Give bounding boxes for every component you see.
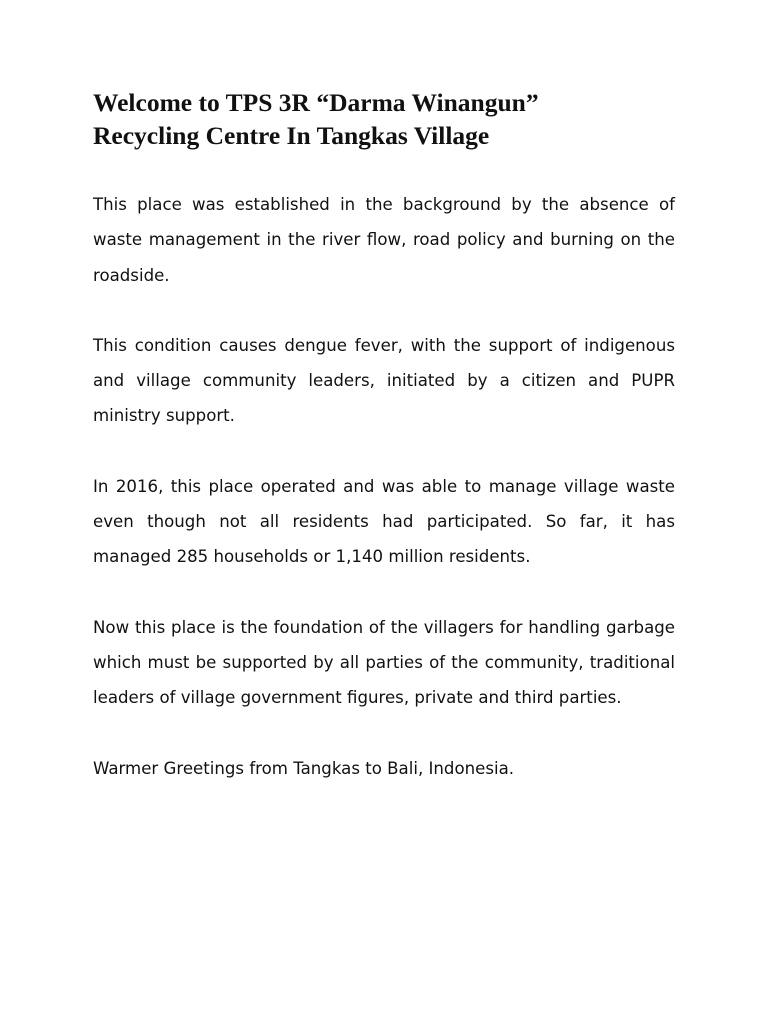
paragraph-foundation: Now this place is the foundation of the villagers for handling garbage which must be supported by all parties of the community, traditional leaders of village government figures, private and third parties. [93,617,675,708]
paragraph-condition: This condition causes dengue fever, with the support of indigenous and village community leaders, initiated by a citizen and PUPR ministry support. [93,335,675,426]
paragraph-operation-2016: In 2016, this place operated and was able to manage village waste even though not all residents had participated. So far, it has managed 285 households or 1,140 million residents. [93,476,675,567]
document-title [93,86,675,152]
document-title-line-1: Welcome to TPS 3R “Darma Winangun” [93,88,539,117]
paragraph-background: This place was established in the background by the absence of waste management in the river flow, road policy and burning on the roadside. [93,195,675,285]
paragraph-greetings: Warmer Greetings from Tangkas to Bali, Indonesia. [93,758,515,778]
document-page [93,86,675,821]
document-title-line-2: Recycling Centre In Tangkas Village [93,121,490,150]
